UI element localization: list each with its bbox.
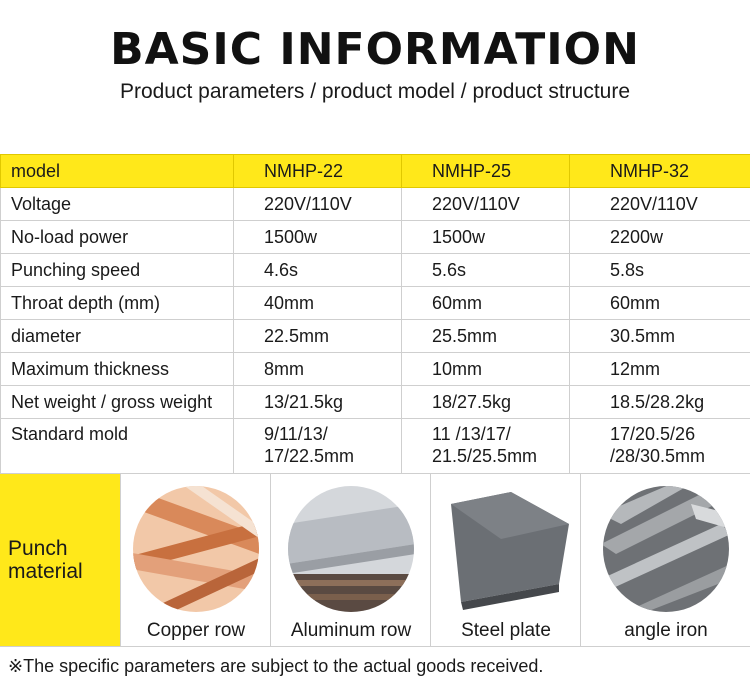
header-cell-nmhp-32: NMHP-32 bbox=[570, 155, 750, 188]
row-label: Throat depth (mm) bbox=[1, 287, 234, 320]
punch-material-section bbox=[0, 473, 750, 647]
table-cell: 1500w bbox=[402, 221, 570, 254]
table-row bbox=[1, 353, 750, 386]
table-cell: 11 /13/17/ 21.5/25.5mm bbox=[402, 419, 570, 474]
material-steel-plate bbox=[430, 474, 581, 646]
steel-plate-image bbox=[441, 484, 571, 614]
disclaimer-note: ※The specific parameters are subject to the actual goods received. bbox=[8, 656, 544, 676]
table-row bbox=[1, 221, 750, 254]
row-label: diameter bbox=[1, 320, 234, 353]
row-label: Net weight / gross weight bbox=[1, 386, 234, 419]
table-cell: 12mm bbox=[570, 353, 750, 386]
table-cell: 5.6s bbox=[402, 254, 570, 287]
table-cell: 2200w bbox=[570, 221, 750, 254]
table-cell: 25.5mm bbox=[402, 320, 570, 353]
table-row bbox=[1, 419, 750, 474]
row-label: Voltage bbox=[1, 188, 234, 221]
row-label: Maximum thickness bbox=[1, 353, 234, 386]
material-aluminum-row bbox=[270, 474, 431, 646]
copper-row-image bbox=[131, 484, 261, 614]
header-cell-model: model bbox=[1, 155, 234, 188]
table-cell: 220V/110V bbox=[402, 188, 570, 221]
parameters-table bbox=[0, 154, 750, 474]
table-cell: 220V/110V bbox=[570, 188, 750, 221]
page-title: BASIC INFORMATION bbox=[110, 24, 640, 75]
punch-material-label-text: Punch material bbox=[8, 537, 83, 583]
table-row bbox=[1, 287, 750, 320]
row-label: Punching speed bbox=[1, 254, 234, 287]
table-cell: 18.5/28.2kg bbox=[570, 386, 750, 419]
table-cell: 30.5mm bbox=[570, 320, 750, 353]
table-header-row bbox=[1, 155, 750, 188]
table-cell: 220V/110V bbox=[234, 188, 402, 221]
material-name: Steel plate bbox=[461, 620, 551, 641]
table-cell: 8mm bbox=[234, 353, 402, 386]
material-name: Aluminum row bbox=[290, 620, 412, 641]
table-cell: 22.5mm bbox=[234, 320, 402, 353]
row-label: Standard mold bbox=[1, 419, 234, 474]
table-cell: 9/11/13/ 17/22.5mm bbox=[234, 419, 402, 474]
table-cell: 1500w bbox=[234, 221, 402, 254]
punch-material-label bbox=[0, 474, 120, 646]
table-row bbox=[1, 386, 750, 419]
aluminum-row-image bbox=[286, 484, 416, 614]
material-angle-iron bbox=[580, 474, 750, 646]
page-subtitle: Product parameters / product model / product structure bbox=[119, 80, 631, 103]
angle-iron-image bbox=[601, 484, 731, 614]
header-cell-nmhp-25: NMHP-25 bbox=[402, 155, 570, 188]
table-cell: 10mm bbox=[402, 353, 570, 386]
table-cell: 18/27.5kg bbox=[402, 386, 570, 419]
table-cell: 13/21.5kg bbox=[234, 386, 402, 419]
material-name: angle iron bbox=[624, 620, 708, 641]
table-row bbox=[1, 254, 750, 287]
table-cell: 60mm bbox=[570, 287, 750, 320]
material-name: Copper row bbox=[146, 620, 246, 641]
material-copper-row bbox=[120, 474, 271, 646]
table-cell: 60mm bbox=[402, 287, 570, 320]
table-cell: 17/20.5/26 /28/30.5mm bbox=[570, 419, 750, 474]
row-label: No-load power bbox=[1, 221, 234, 254]
table-cell: 5.8s bbox=[570, 254, 750, 287]
table-row bbox=[1, 188, 750, 221]
header-cell-nmhp-22: NMHP-22 bbox=[234, 155, 402, 188]
table-cell: 40mm bbox=[234, 287, 402, 320]
table-cell: 4.6s bbox=[234, 254, 402, 287]
table-row bbox=[1, 320, 750, 353]
